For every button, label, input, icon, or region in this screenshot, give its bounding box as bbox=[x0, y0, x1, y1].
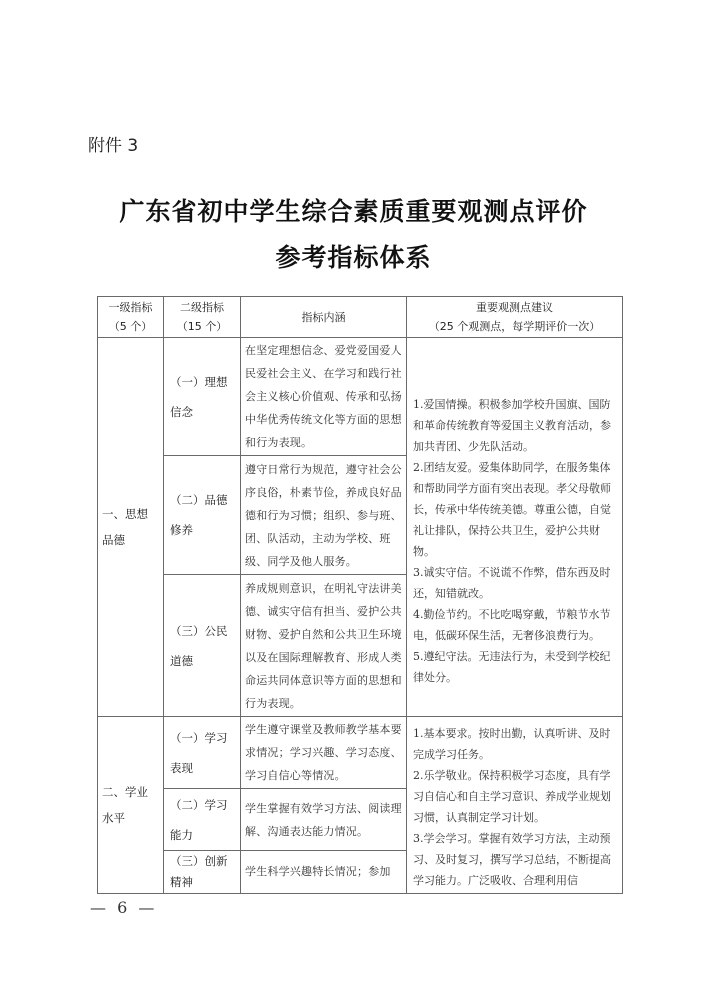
table-row bbox=[98, 717, 623, 789]
observation-cell bbox=[407, 338, 623, 717]
observation-item: 1.爱国情操。积极参加学校升国旗、国防和革命传统教育等爱国主义教育活动，参加共青团、少先队活动。 bbox=[413, 398, 611, 453]
level2-cell: （二）学习能力 bbox=[164, 789, 241, 850]
page-number: — 6 — bbox=[90, 898, 158, 917]
content-cell: 遵守日常行为规范，遵守社会公序良俗，朴素节俭，养成良好品德和行为习惯；组织、参与班、团、队活动，主动为学校、班级、同学及他人服务。 bbox=[241, 456, 407, 575]
document-title-line2: 参考指标体系 bbox=[275, 243, 432, 272]
level2-cell: （一）理想信念 bbox=[164, 338, 241, 456]
indicator-table bbox=[97, 296, 623, 894]
level1-cell: 一、思想品德 bbox=[98, 338, 164, 717]
header-content: 指标内涵 bbox=[241, 297, 407, 338]
document-title-line1: 广东省初中学生综合素质重要观测点评价 bbox=[119, 197, 588, 226]
header-level2: 二级指标 （15 个） bbox=[164, 297, 241, 338]
table-header-row bbox=[98, 297, 623, 338]
observation-item: 3.诚实守信。不说谎不作弊，借东西及时还，知错就改。 bbox=[413, 566, 611, 600]
observation-cell bbox=[407, 717, 623, 894]
level2-cell: （三）创新精神 bbox=[164, 850, 241, 893]
header-observation: 重要观测点建议 （25 个观测点，每学期评价一次） bbox=[407, 297, 623, 338]
observation-item: 5.遵纪守法。无违法行为，未受到学校纪律处分。 bbox=[413, 650, 611, 684]
content-cell: 学生遵守课堂及教师教学基本要求情况；学习兴趣、学习态度、学习自信心等情况。 bbox=[241, 717, 407, 789]
content-cell: 学生掌握有效学习方法、阅读理解、沟通表达能力情况。 bbox=[241, 789, 407, 850]
table-row bbox=[98, 338, 623, 456]
header-level1: 一级指标 （5 个） bbox=[98, 297, 164, 338]
content-cell: 学生科学兴趣特长情况；参加 bbox=[241, 850, 407, 893]
observation-item: 2.乐学敬业。保持积极学习态度，具有学习自信心和自主学习意识、养成学业规划习惯，认真制定学习计划。 bbox=[413, 769, 611, 824]
observation-item: 2.团结友爱。爱集体助同学，在服务集体和帮助同学方面有突出表现。孝父母敬师长，传承中华传统美德。尊重公德，自觉礼让排队，保持公共卫生，爱护公共财物。 bbox=[413, 461, 611, 558]
level1-cell: 二、学业水平 bbox=[98, 717, 164, 894]
observation-item: 1.基本要求。按时出勤，认真听讲、及时完成学习任务。 bbox=[413, 727, 611, 761]
content-cell: 养成规则意识，在明礼守法讲美德、诚实守信有担当、爱护公共财物、爱护自然和公共卫生环境以及在国际理解教育、形成人类命运共同体意识等方面的思想和行为表现。 bbox=[241, 575, 407, 717]
level2-cell: （一）学习表现 bbox=[164, 717, 241, 789]
level2-cell: （三）公民道德 bbox=[164, 575, 241, 717]
content-cell: 在坚定理想信念、爱党爱国爱人民爱社会主义、在学习和践行社会主义核心价值观、传承和弘扬中华优秀传统文化等方面的思想和行为表现。 bbox=[241, 338, 407, 456]
observation-item: 4.勤俭节约。不比吃喝穿戴，节粮节水节电，低碳环保生活，无奢侈浪费行为。 bbox=[413, 608, 611, 642]
observation-item: 3.学会学习。掌握有效学习方法，主动预习、及时复习，撰写学习总结，不断提高学习能力。广泛吸收、合理利用信 bbox=[413, 832, 611, 887]
attachment-label: 附件 3 bbox=[88, 136, 139, 156]
level2-cell: （二）品德修养 bbox=[164, 456, 241, 575]
